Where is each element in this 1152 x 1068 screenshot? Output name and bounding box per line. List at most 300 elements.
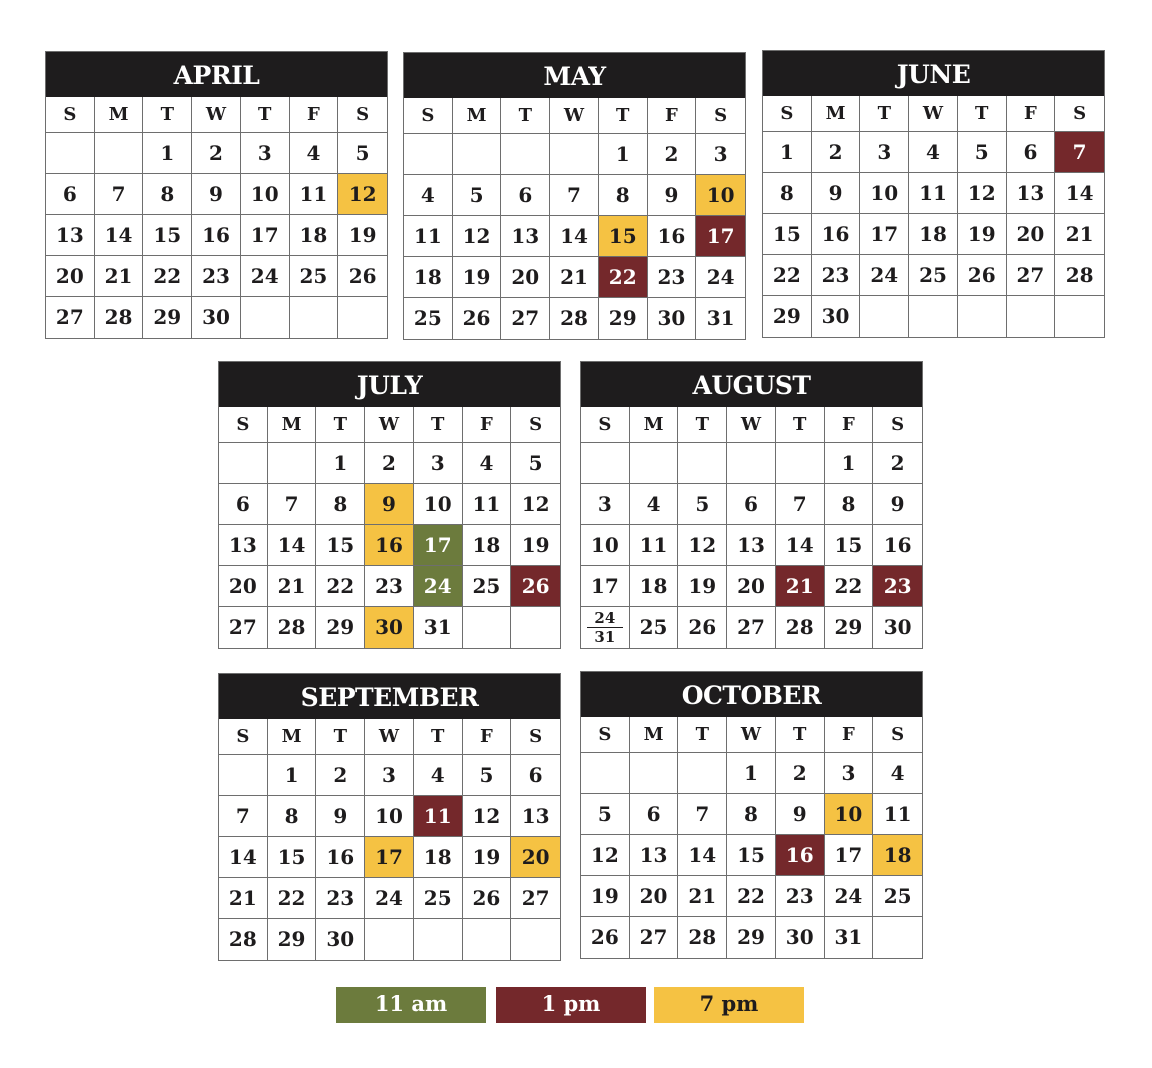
day-cell: 9: [812, 173, 861, 214]
day-cell: 18: [630, 566, 679, 607]
day-cell: 18: [909, 214, 958, 255]
day-cell: 12: [581, 835, 630, 876]
weekday-label: W: [365, 407, 414, 443]
day-cell: 10: [414, 484, 463, 525]
empty-cell: [501, 134, 550, 175]
calendar-april: [45, 51, 388, 339]
day-cell: 6: [501, 175, 550, 216]
day-cell: 16: [316, 837, 365, 878]
empty-cell: [860, 296, 909, 337]
day-cell: 18: [290, 215, 339, 256]
day-cell: 6: [511, 755, 560, 796]
day-cell: 5: [958, 132, 1007, 173]
day-cell: 30: [883, 615, 912, 639]
empty-cell: [338, 297, 387, 338]
empty-cell: [630, 443, 679, 484]
day-cell: 20: [1007, 214, 1056, 255]
day-cell: 25: [463, 566, 512, 607]
day-cell: 4: [290, 133, 339, 174]
day-cell: 5: [453, 175, 502, 216]
day-cell: 2: [192, 133, 241, 174]
day-cell: 27: [46, 297, 95, 338]
day-cell: 13: [219, 525, 268, 566]
day-cell: 15: [268, 837, 317, 878]
day-cell-highlighted: 10: [696, 175, 745, 216]
weekday-label: S: [219, 407, 268, 443]
day-cell: 31: [825, 917, 874, 958]
empty-cell: [678, 753, 727, 794]
time-legend: [336, 987, 803, 1023]
calendar-july: [218, 361, 561, 649]
day-cell-highlighted: 18: [873, 835, 922, 876]
day-cell: 27: [511, 878, 560, 919]
day-cell: 24: [241, 256, 290, 297]
day-cell: 21: [678, 876, 727, 917]
day-cell-highlighted: 30: [365, 607, 414, 648]
empty-cell: [511, 607, 560, 648]
day-cell: 28: [678, 917, 727, 958]
weekday-label: T: [776, 717, 825, 753]
day-cell: 21: [95, 256, 144, 297]
day-cell: 18: [414, 837, 463, 878]
weekday-label: M: [268, 407, 317, 443]
day-cell: 28: [219, 919, 268, 960]
day-cell: 1: [268, 755, 317, 796]
day-cell-highlighted: 17: [365, 837, 414, 878]
day-cell: 20: [46, 256, 95, 297]
day-cell-highlighted: 16: [365, 525, 414, 566]
day-cell: 27: [630, 917, 679, 958]
day-cell: 11: [873, 794, 922, 835]
day-cell-highlighted: 20: [511, 837, 560, 878]
day-cell-highlighted: 24: [414, 566, 463, 607]
weekday-label: T: [316, 407, 365, 443]
day-cell-highlighted: 10: [825, 794, 874, 835]
day-cell: 3: [860, 132, 909, 173]
day-cell: 10: [860, 173, 909, 214]
day-cell: 31: [414, 607, 463, 648]
day-cell-highlighted: 22: [599, 257, 648, 298]
day-cell: 22: [763, 255, 812, 296]
day-cell: 27: [219, 607, 268, 648]
day-cell: 23: [316, 878, 365, 919]
weekday-label: W: [909, 96, 958, 132]
calendar-may: [403, 52, 746, 340]
day-cell: 5: [338, 133, 387, 174]
day-cell: 2: [776, 753, 825, 794]
empty-cell: [404, 134, 453, 175]
weekday-label: S: [338, 97, 387, 133]
empty-cell: [678, 443, 727, 484]
weekday-label: M: [268, 719, 317, 755]
day-cell: 8: [599, 175, 648, 216]
weekday-label: F: [825, 717, 874, 753]
day-cell-highlighted: 11: [414, 796, 463, 837]
day-cell: 29: [143, 297, 192, 338]
day-cell: 16: [873, 525, 922, 566]
day-cell-stacked: [581, 607, 630, 648]
day-cell: 13: [630, 835, 679, 876]
day-cell: 3: [241, 133, 290, 174]
day-cell: 19: [463, 837, 512, 878]
day-cell: 3: [696, 134, 745, 175]
empty-cell: [873, 917, 922, 958]
day-cell: 23: [776, 876, 825, 917]
day-cell-highlighted: 7: [1055, 132, 1104, 173]
day-cell: 8: [268, 796, 317, 837]
empty-cell: [463, 919, 512, 960]
day-cell: 15: [143, 215, 192, 256]
day-cell: 5: [678, 484, 727, 525]
month-title: MAY: [404, 53, 745, 98]
weekday-label: S: [763, 96, 812, 132]
weekday-label: T: [414, 407, 463, 443]
day-cell: 29: [825, 607, 874, 648]
day-cell: 6: [1007, 132, 1056, 173]
day-cell: 2: [873, 443, 922, 484]
day-cell-highlighted: 16: [776, 835, 825, 876]
empty-cell: [46, 133, 95, 174]
weekday-label: M: [95, 97, 144, 133]
day-grid: [581, 407, 922, 648]
empty-cell: [958, 296, 1007, 337]
day-cell: 1: [316, 443, 365, 484]
day-cell: 12: [463, 796, 512, 837]
empty-cell: [463, 607, 512, 648]
empty-cell: [630, 753, 679, 794]
day-cell: 11: [909, 173, 958, 214]
day-cell: 25: [290, 256, 339, 297]
weekday-label: S: [511, 719, 560, 755]
day-cell: 5: [463, 755, 512, 796]
day-cell: 27: [1007, 255, 1056, 296]
day-cell: 12: [958, 173, 1007, 214]
day-cell: 8: [143, 174, 192, 215]
day-cell: 29: [268, 919, 317, 960]
weekday-label: T: [414, 719, 463, 755]
day-cell: 4: [630, 484, 679, 525]
day-grid: [581, 717, 922, 958]
day-cell: 14: [268, 525, 317, 566]
day-cell: 15: [727, 835, 776, 876]
day-cell: 26: [463, 878, 512, 919]
day-cell: 16: [192, 215, 241, 256]
month-title: JULY: [219, 362, 560, 407]
day-cell: 28: [776, 607, 825, 648]
day-cell: 25: [630, 607, 679, 648]
day-cell: 27: [727, 607, 776, 648]
empty-cell: [268, 443, 317, 484]
day-cell: 26: [453, 298, 502, 339]
weekday-label: S: [1055, 96, 1104, 132]
day-cell-highlighted: 26: [511, 566, 560, 607]
day-cell-highlighted: 17: [414, 525, 463, 566]
day-cell: 27: [501, 298, 550, 339]
empty-cell: [1007, 296, 1056, 337]
day-cell: 30: [776, 917, 825, 958]
day-cell: 4: [463, 443, 512, 484]
day-cell: 9: [316, 796, 365, 837]
empty-cell: [776, 443, 825, 484]
day-cell: 4: [909, 132, 958, 173]
day-cell: 6: [46, 174, 95, 215]
day-grid: [219, 719, 560, 960]
legend-11am: 11 am: [336, 987, 486, 1023]
day-cell: 20: [727, 566, 776, 607]
day-cell: 22: [268, 878, 317, 919]
day-cell: 8: [727, 794, 776, 835]
day-cell: 9: [648, 175, 697, 216]
day-cell: 9: [192, 174, 241, 215]
weekday-label: M: [630, 717, 679, 753]
weekday-label: T: [599, 98, 648, 134]
weekday-label: W: [727, 407, 776, 443]
day-cell: 19: [453, 257, 502, 298]
day-cell: 6: [630, 794, 679, 835]
empty-cell: [550, 134, 599, 175]
day-cell: 2: [812, 132, 861, 173]
day-cell: 11: [463, 484, 512, 525]
day-cell: 24: [825, 876, 874, 917]
day-cell: 1: [825, 443, 874, 484]
calendar-september: [218, 673, 561, 961]
weekday-label: S: [873, 407, 922, 443]
day-cell: 1: [763, 132, 812, 173]
day-cell-highlighted: 23: [873, 566, 922, 607]
day-cell: 26: [678, 607, 727, 648]
day-cell: 2: [648, 134, 697, 175]
day-cell: 13: [46, 215, 95, 256]
empty-cell: [290, 297, 339, 338]
day-cell: 29: [316, 607, 365, 648]
calendar-october: [580, 671, 923, 959]
day-cell: 25: [404, 298, 453, 339]
empty-cell: [219, 443, 268, 484]
empty-cell: [581, 753, 630, 794]
day-cell: 14: [219, 837, 268, 878]
empty-cell: [727, 443, 776, 484]
empty-cell: [414, 919, 463, 960]
day-cell: 21: [268, 566, 317, 607]
day-cell: 20: [219, 566, 268, 607]
weekday-label: W: [550, 98, 599, 134]
weekday-label: S: [873, 717, 922, 753]
day-cell: 4: [404, 175, 453, 216]
day-cell: 29: [763, 296, 812, 337]
day-cell: 14: [1055, 173, 1104, 214]
day-cell: 11: [290, 174, 339, 215]
weekday-label: T: [776, 407, 825, 443]
day-cell: 13: [1007, 173, 1056, 214]
day-cell: 2: [365, 443, 414, 484]
day-cell: 18: [463, 525, 512, 566]
weekday-label: S: [511, 407, 560, 443]
day-cell-highlighted: 15: [599, 216, 648, 257]
day-cell: 24: [860, 255, 909, 296]
weekday-label: M: [630, 407, 679, 443]
day-number: 24: [594, 609, 616, 627]
empty-cell: [511, 919, 560, 960]
day-cell: 22: [825, 566, 874, 607]
day-cell: 28: [1055, 255, 1104, 296]
day-cell: 30: [316, 919, 365, 960]
empty-cell: [909, 296, 958, 337]
month-title: SEPTEMBER: [219, 674, 560, 719]
empty-cell: [365, 919, 414, 960]
day-cell: 7: [219, 796, 268, 837]
day-cell: 16: [812, 214, 861, 255]
day-cell: 9: [873, 484, 922, 525]
day-cell: 1: [143, 133, 192, 174]
day-cell: 23: [365, 566, 414, 607]
day-cell: 9: [776, 794, 825, 835]
day-grid: [763, 96, 1104, 337]
day-cell: 26: [958, 255, 1007, 296]
day-cell: 15: [825, 525, 874, 566]
day-grid: [46, 97, 387, 338]
day-cell: 7: [550, 175, 599, 216]
day-cell: 19: [338, 215, 387, 256]
day-cell: 16: [648, 216, 697, 257]
day-cell: 30: [192, 297, 241, 338]
day-cell: 17: [825, 835, 874, 876]
day-cell: 21: [550, 257, 599, 298]
month-title: APRIL: [46, 52, 387, 97]
day-cell: 17: [241, 215, 290, 256]
calendar-august: [580, 361, 923, 649]
day-cell: 22: [143, 256, 192, 297]
weekday-label: F: [648, 98, 697, 134]
day-cell: 19: [581, 876, 630, 917]
day-cell: 3: [825, 753, 874, 794]
day-cell: 12: [453, 216, 502, 257]
day-cell: 21: [1055, 214, 1104, 255]
month-title: AUGUST: [581, 362, 922, 407]
weekday-label: T: [958, 96, 1007, 132]
empty-cell: [1055, 296, 1104, 337]
weekday-label: S: [404, 98, 453, 134]
weekday-label: T: [241, 97, 290, 133]
day-cell: 1: [599, 134, 648, 175]
day-cell: 12: [678, 525, 727, 566]
weekday-label: S: [219, 719, 268, 755]
day-cell: 21: [219, 878, 268, 919]
day-cell: 23: [812, 255, 861, 296]
day-cell: 8: [316, 484, 365, 525]
day-cell: 22: [316, 566, 365, 607]
month-title: OCTOBER: [581, 672, 922, 717]
day-cell: 28: [95, 297, 144, 338]
day-cell: 19: [958, 214, 1007, 255]
day-cell: 6: [219, 484, 268, 525]
day-number: 31: [594, 628, 616, 646]
day-cell: 1: [727, 753, 776, 794]
day-cell: 15: [316, 525, 365, 566]
day-cell: 20: [630, 876, 679, 917]
day-cell: 10: [581, 525, 630, 566]
weekday-label: W: [192, 97, 241, 133]
weekday-label: S: [581, 407, 630, 443]
weekday-label: T: [678, 717, 727, 753]
day-cell: 5: [581, 794, 630, 835]
day-cell: 7: [95, 174, 144, 215]
day-cell: 23: [192, 256, 241, 297]
weekday-label: F: [463, 719, 512, 755]
legend-1pm: 1 pm: [496, 987, 646, 1023]
day-cell: 13: [501, 216, 550, 257]
empty-cell: [453, 134, 502, 175]
day-cell: 13: [727, 525, 776, 566]
day-cell: 12: [511, 484, 560, 525]
day-cell: 23: [648, 257, 697, 298]
day-cell: 11: [404, 216, 453, 257]
day-cell: 30: [648, 298, 697, 339]
weekday-label: M: [812, 96, 861, 132]
weekday-label: S: [696, 98, 745, 134]
day-cell: 14: [550, 216, 599, 257]
day-cell: 20: [501, 257, 550, 298]
day-cell: 3: [365, 755, 414, 796]
day-cell: 26: [581, 917, 630, 958]
day-cell: 8: [763, 173, 812, 214]
day-cell: 15: [763, 214, 812, 255]
day-cell: 18: [404, 257, 453, 298]
weekday-label: W: [365, 719, 414, 755]
day-cell: 30: [812, 296, 861, 337]
weekday-label: T: [501, 98, 550, 134]
weekday-label: F: [1007, 96, 1056, 132]
day-cell: 2: [316, 755, 365, 796]
day-cell: 7: [776, 484, 825, 525]
weekday-label: W: [727, 717, 776, 753]
empty-cell: [95, 133, 144, 174]
day-grid: [219, 407, 560, 648]
day-cell: 14: [776, 525, 825, 566]
day-cell-highlighted: 12: [338, 174, 387, 215]
weekday-label: T: [316, 719, 365, 755]
day-cell: 4: [414, 755, 463, 796]
day-cell-highlighted: 17: [696, 216, 745, 257]
day-cell: 13: [511, 796, 560, 837]
day-cell: 7: [268, 484, 317, 525]
day-cell-highlighted: 9: [365, 484, 414, 525]
weekday-label: S: [46, 97, 95, 133]
day-cell: 19: [678, 566, 727, 607]
empty-cell: [219, 755, 268, 796]
day-cell: 28: [550, 298, 599, 339]
day-cell: 17: [581, 566, 630, 607]
day-cell: 8: [825, 484, 874, 525]
day-cell: 28: [268, 607, 317, 648]
day-grid: [404, 98, 745, 339]
weekday-label: F: [290, 97, 339, 133]
day-cell: 3: [414, 443, 463, 484]
weekday-label: T: [860, 96, 909, 132]
day-cell: 17: [860, 214, 909, 255]
day-cell: 10: [365, 796, 414, 837]
calendar-june: [762, 50, 1105, 338]
weekday-label: S: [581, 717, 630, 753]
empty-cell: [581, 443, 630, 484]
weekday-label: T: [678, 407, 727, 443]
month-title: JUNE: [763, 51, 1104, 96]
day-cell: 19: [511, 525, 560, 566]
day-cell: 29: [599, 298, 648, 339]
day-cell: 25: [873, 876, 922, 917]
day-cell: 14: [678, 835, 727, 876]
day-cell: 25: [414, 878, 463, 919]
day-cell: 10: [241, 174, 290, 215]
